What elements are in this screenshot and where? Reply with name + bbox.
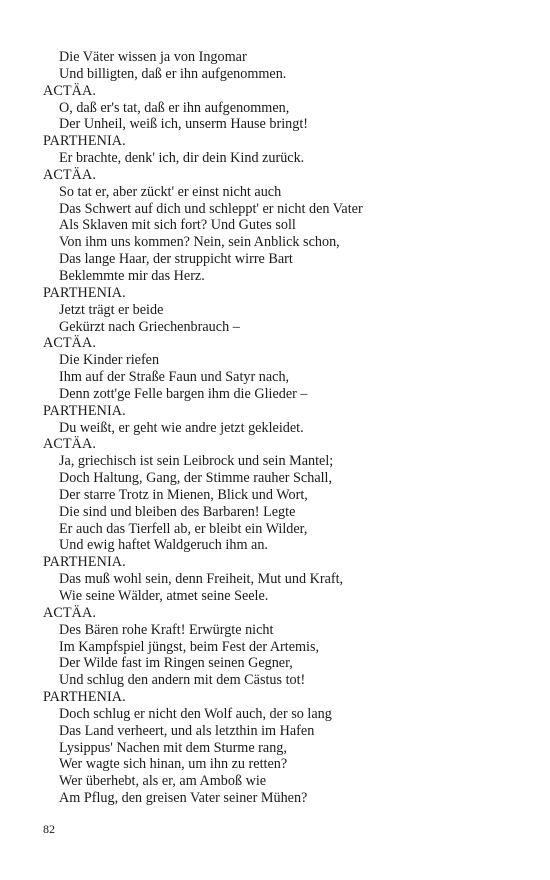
dialogue-block [43, 167, 523, 285]
speaker-name: ACTÄA. [43, 166, 97, 183]
verse-line: Die sind und bleiben des Barbaren! Legte [59, 503, 296, 520]
speaker-name: ACTÄA. [43, 436, 97, 453]
verse-line: Und billigten, daß er ihn aufgenommen. [59, 65, 287, 82]
dialogue-block [43, 49, 523, 83]
verse-line: Wer überhebt, als er, am Amboß wie [59, 773, 267, 790]
verse-line: Lysippus' Nachen mit dem Sturme rang, [59, 739, 287, 756]
verse-line: Denn zott'ge Felle bargen ihm die Glieder – [59, 385, 308, 402]
verse-line: Gekürzt nach Griechenbrauch – [59, 318, 240, 335]
verse-line: Doch schlug er nicht den Wolf auch, der so lang [59, 705, 332, 722]
verse-line: Doch Haltung, Gang, der Stimme rauher Schall, [59, 470, 333, 487]
speaker-name: ACTÄA. [43, 604, 97, 621]
verse-line: Das Land verheert, und als letzthin im Hafen [59, 722, 315, 739]
dialogue-block [43, 133, 523, 167]
speaker-name: ACTÄA. [43, 335, 97, 352]
dialogue-block [43, 83, 523, 134]
verse-line: O, daß er's tat, daß er ihn aufgenommen, [59, 99, 290, 116]
dialogue-block [43, 554, 523, 605]
page-number: 82 [43, 822, 55, 836]
speaker-name: PARTHENIA. [43, 133, 126, 150]
verse-line: Er auch das Tierfell ab, er bleibt ein Wilder, [59, 520, 308, 537]
verse-line: Am Pflug, den greisen Vater seiner Mühen? [59, 790, 308, 807]
verse-line: Jetzt trägt er beide [59, 301, 164, 318]
verse-line: So tat er, aber zückt' er einst nicht auch [59, 183, 282, 200]
dialogue-block [43, 285, 523, 336]
verse-line: Er brachte, denk' ich, dir dein Kind zurück. [59, 150, 305, 167]
verse-line: Und ewig haftet Waldgeruch ihm an. [59, 537, 268, 554]
verse-line: Die Kinder riefen [59, 352, 160, 369]
verse-line: Das lange Haar, der struppicht wirre Bart [59, 251, 293, 268]
verse-line: Das muß wohl sein, denn Freiheit, Mut und Kraft, [59, 571, 344, 588]
dialogue-block [43, 436, 523, 554]
speaker-name: PARTHENIA. [43, 284, 126, 301]
verse-line: Und schlug den andern mit dem Cästus tot! [59, 672, 306, 689]
verse-line: Ja, griechisch ist sein Leibrock und sein Mantel; [59, 453, 334, 470]
verse-line: Der starre Trotz in Mienen, Blick und Wort, [59, 486, 308, 503]
verse-line: Wie seine Wälder, atmet seine Seele. [59, 588, 269, 604]
dialogue-block [43, 689, 523, 807]
verse-line: Du weißt, er geht wie andre jetzt gekleidet. [59, 419, 304, 436]
verse-line: Im Kampfspiel jüngst, beim Fest der Artemis, [59, 638, 320, 655]
dialogue-block [43, 335, 523, 402]
verse-line: Wer wagte sich hinan, um ihn zu retten? [59, 756, 288, 773]
speaker-name: PARTHENIA. [43, 402, 126, 419]
speaker-name: ACTÄA. [43, 82, 97, 99]
verse-line: Als Sklaven mit sich fort? Und Gutes soll [59, 217, 296, 234]
verse-line: Der Unheil, weiß ich, unserm Hause bringt! [59, 116, 309, 133]
verse-line: Die Väter wissen ja von Ingomar [59, 49, 247, 65]
verse-line: Ihm auf der Straße Faun und Satyr nach, [59, 369, 290, 386]
dialogue-block [43, 403, 523, 437]
verse-line: Beklemmte mir das Herz. [59, 267, 205, 284]
play-text [43, 49, 523, 807]
speaker-name: PARTHENIA. [43, 554, 126, 571]
verse-line: Von ihm uns kommen? Nein, sein Anblick schon, [59, 234, 340, 251]
verse-line: Das Schwert auf dich und schleppt' er nicht den Vater [59, 200, 363, 217]
speaker-name: PARTHENIA. [43, 689, 126, 706]
verse-line: Des Bären rohe Kraft! Erwürgte nicht [59, 621, 274, 638]
verse-line: Der Wilde fast im Ringen seinen Gegner, [59, 655, 293, 672]
dialogue-block [43, 605, 523, 689]
